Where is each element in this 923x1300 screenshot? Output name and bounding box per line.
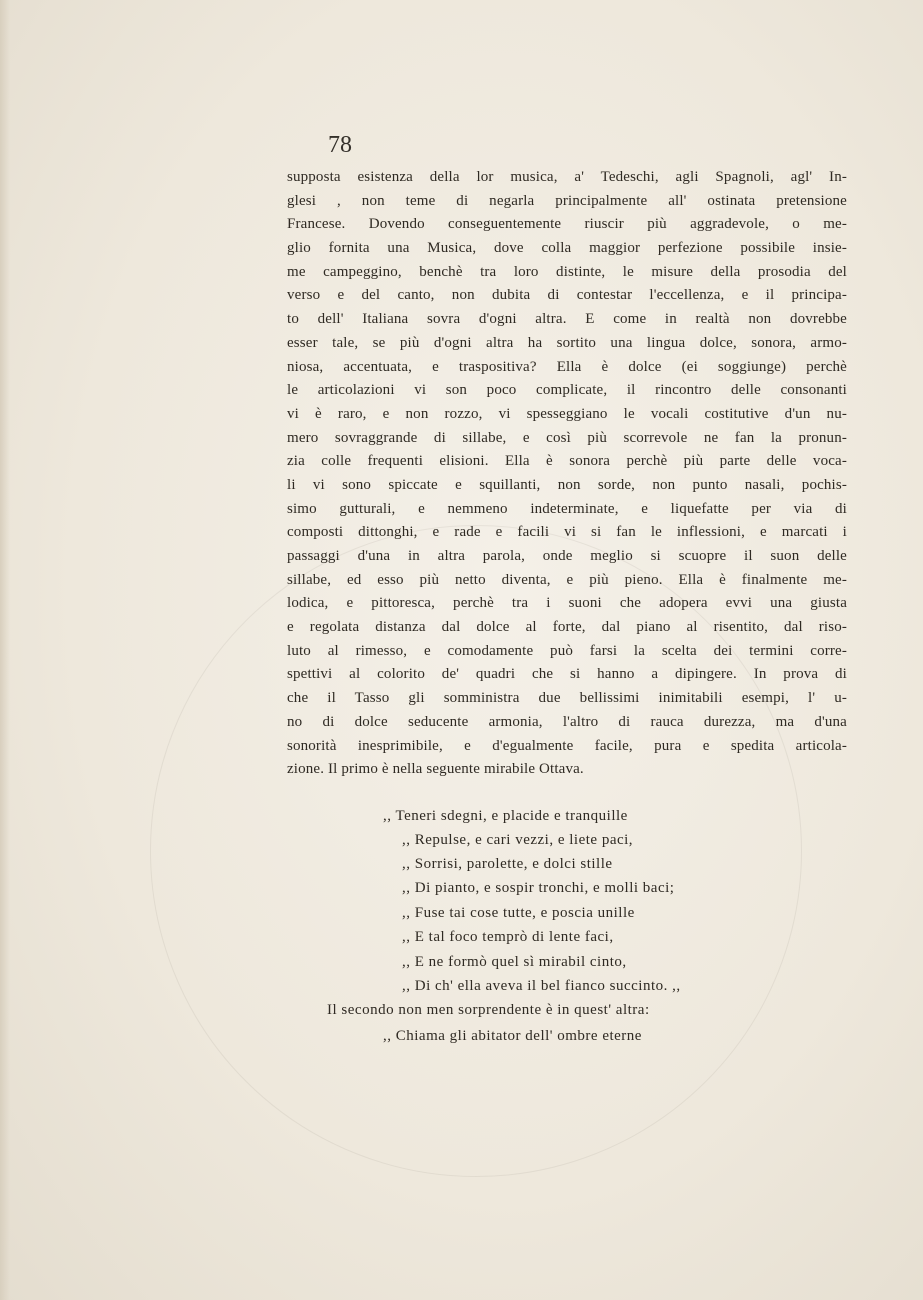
verse-line: ,, Chiama gli abitator dell' ombre eterne: [383, 1028, 642, 1044]
prose-line: no di dolce seducente armonia, l'altro di rauca durezza, ma d'una: [287, 713, 847, 730]
prose-line: che il Tasso gli somministra due bellissimi inimitabili esempi, l' u-: [287, 690, 847, 707]
verse-intro-line: Il secondo non men sorprendente è in quest' altra:: [327, 1002, 650, 1018]
prose-line: Francese. Dovendo conseguentemente riuscir più aggradevole, o me-: [287, 216, 847, 233]
verse-line: ,, Repulse, e cari vezzi, e liete paci,: [402, 832, 634, 848]
prose-line: me campeggino, benchè tra loro distinte, le misure della prosodia del: [287, 263, 847, 280]
prose-line: zia colle frequenti elisioni. Ella è sonora perchè più parte delle voca-: [287, 453, 847, 470]
verse-line: ,, Di pianto, e sospir tronchi, e molli baci;: [402, 880, 675, 896]
prose-line: lodica, e pittoresca, perchè tra i suoni che adopera evvi una giusta: [287, 595, 847, 612]
page-number: 78: [328, 132, 352, 158]
prose-line-last: zione. Il primo è nella seguente mirabile Ottava.: [287, 761, 584, 778]
prose-line: composti dittonghi, e rade e facili vi si fan le inflessioni, e marcati i: [287, 524, 847, 541]
prose-line: niosa, accentuata, e traspositiva? Ella è dolce (ei soggiunge) perchè: [287, 358, 847, 375]
prose-line: verso e del canto, non dubita di contestar l'eccellenza, e il principa-: [287, 287, 847, 304]
prose-line: to dell' Italiana sovra d'ogni altra. E come in realtà non dovrebbe: [287, 311, 847, 328]
prose-line: spettivi al colorito de' quadri che si hanno a dipingere. In prova di: [287, 666, 847, 683]
verse-line: ,, E tal foco temprò di lente faci,: [402, 929, 614, 945]
verse-line: ,, E ne formò quel sì mirabil cinto,: [402, 954, 627, 970]
prose-line: mero sovraggrande di sillabe, e così più scorrevole ne fan la pronun-: [287, 429, 847, 446]
prose-line: li vi sono spiccate e squillanti, non sorde, non punto nasali, pochis-: [287, 476, 847, 493]
prose-line: esser tale, se più d'ogni altra ha sortito una lingua dolce, sonora, armo-: [287, 334, 847, 351]
prose-paragraph: [287, 166, 847, 782]
prose-line: sonorità inesprimibile, e d'egualmente facile, pura e spedita articola-: [287, 737, 847, 754]
prose-line: supposta esistenza della lor musica, a' Tedeschi, agli Spagnoli, agl' In-: [287, 169, 847, 185]
prose-line: glesi , non teme di negarla principalmente all' ostinata pretensione: [287, 192, 847, 209]
prose-line: simo gutturali, e nemmeno indeterminate, e liquefatte per via di: [287, 500, 847, 517]
verse-line: ,, Sorrisi, parolette, e dolci stille: [402, 856, 613, 872]
prose-line: vi è raro, e non rozzo, vi spesseggiano le vocali costitutive d'un nu-: [287, 405, 847, 422]
prose-line: luto al rimesso, e comodamente può farsi la scelta dei termini corre-: [287, 642, 847, 659]
prose-line: passaggi d'una in altra parola, onde meglio si scuopre il suon delle: [287, 548, 847, 564]
verse-line: ,, Teneri sdegni, e placide e tranquille: [383, 808, 628, 824]
prose-line: le articolazioni vi son poco complicate, il rincontro delle consonanti: [287, 382, 847, 399]
prose-line: sillabe, ed esso più netto diventa, e più pieno. Ella è finalmente me-: [287, 571, 847, 588]
verse-line: ,, Fuse tai cose tutte, e poscia unille: [402, 905, 635, 921]
prose-line: glio fornita una Musica, dove colla maggior perfezione possibile insie-: [287, 240, 847, 257]
verse-line: ,, Di ch' ella aveva il bel fianco succinto. ,,: [402, 978, 681, 994]
prose-line: e regolata distanza dal dolce al forte, dal piano al risentito, dal riso-: [287, 619, 847, 636]
page-edge-shadow: [0, 0, 10, 1300]
